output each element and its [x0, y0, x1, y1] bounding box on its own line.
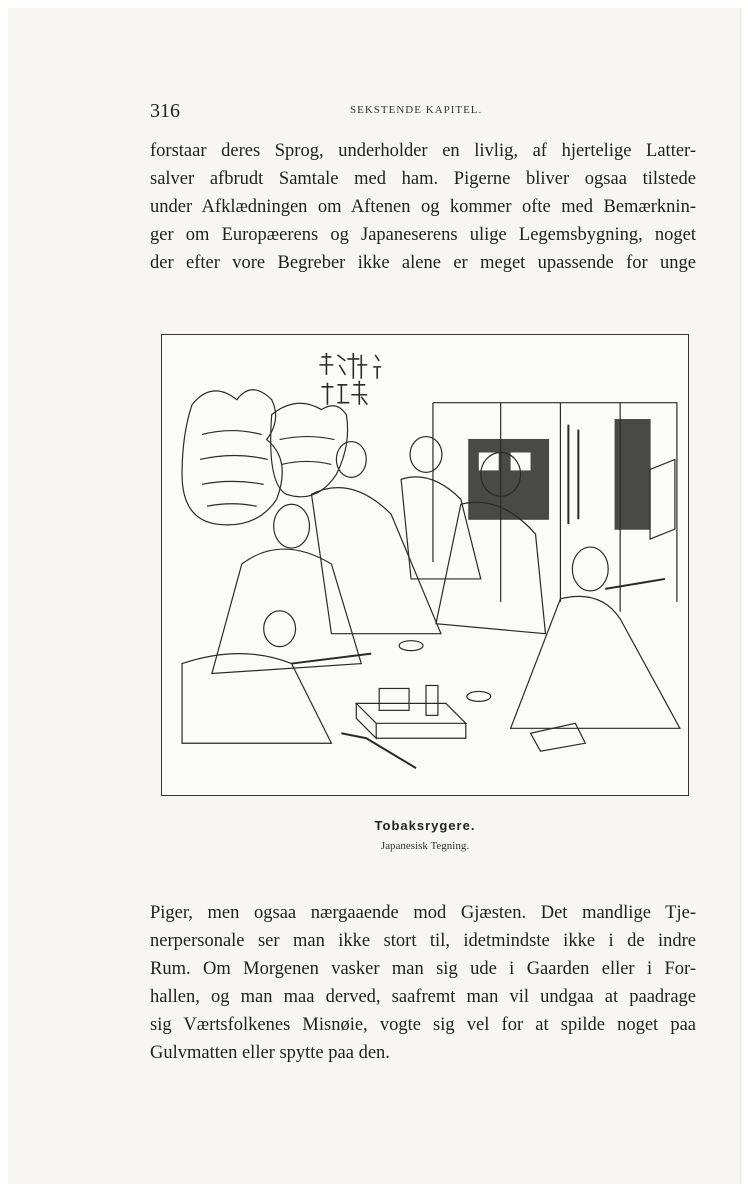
text-line: Gulvmatten eller spytte paa den. — [150, 1043, 390, 1063]
rice-bales — [182, 390, 348, 525]
tobacco-tray — [341, 641, 585, 768]
text-line: salver afbrudt Samtale med ham. Pigerne bliver ogsaa tilstede — [150, 169, 696, 189]
text-line: nerpersonale ser man ikke stort til, idetmindste ikke i de indre — [150, 931, 696, 951]
japanese-drawing-illustration — [162, 335, 688, 795]
text-line: der efter vore Begreber ikke alene er meget upassende for unge — [150, 253, 696, 273]
text-line: hallen, og man maa derved, saafremt man vil undgaa at paadrage — [150, 987, 696, 1007]
folding-screen — [433, 403, 677, 612]
text-line: forstaar deres Sprog, underholder en livlig, af hjertelige Latter- — [150, 141, 696, 161]
figure-caption-title: Tobaksrygere. — [374, 818, 476, 833]
top-paragraph — [150, 137, 696, 277]
figure-caption-subtitle: Japanesisk Tegning. — [380, 840, 470, 852]
page-header — [150, 100, 696, 124]
page-number: 316 — [150, 100, 180, 122]
running-head: SEKSTENDE KAPITEL. — [350, 104, 483, 116]
seated-figures — [182, 437, 680, 744]
calligraphy-inscription — [319, 353, 381, 405]
bottom-paragraph — [150, 899, 696, 1067]
text-line: Rum. Om Morgenen vasker man sig ude i Gaarden eller i For- — [150, 959, 696, 979]
text-line: Piger, men ogsaa nærgaaende mod Gjæsten. Det mandlige Tje- — [150, 903, 696, 923]
text-line: sig Værtsfolkenes Misnøie, vogte sig vel for at spilde noget paa — [150, 1015, 696, 1035]
text-line: ger om Europæerens og Japaneserens ulige Legemsbygning, noget — [150, 225, 696, 245]
text-line: under Afklædningen om Aftenen og kommer ofte med Bemærknin- — [150, 197, 696, 217]
illustration-frame — [161, 334, 689, 796]
